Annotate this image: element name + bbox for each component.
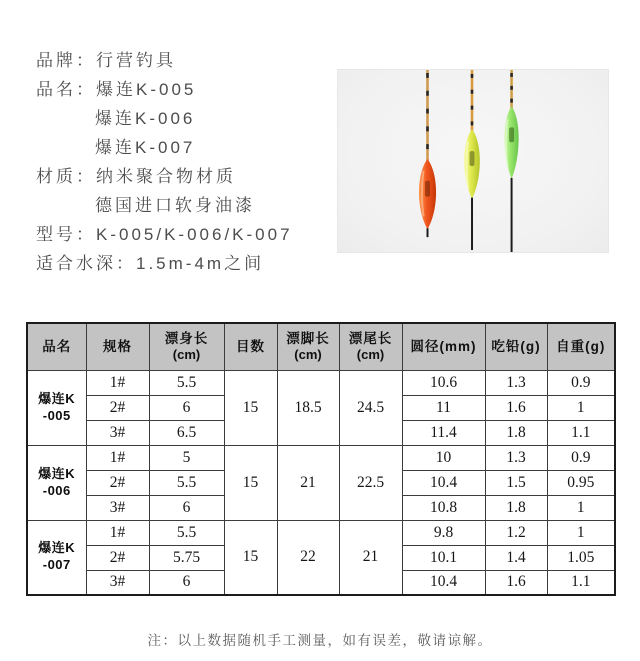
lead-cell: 1.8 [485, 420, 547, 445]
info-line-depth: 适合水深：1.5m-4m之间 [36, 254, 265, 273]
col-header-body-length: 漂身长 (cm) [149, 323, 224, 370]
col-header-mesh-count: 目数 [224, 323, 277, 370]
body-length-cell: 5.5 [149, 370, 224, 395]
lead-cell: 1.3 [485, 445, 547, 470]
weight-cell: 1.1 [547, 420, 615, 445]
diameter-cell: 10 [402, 445, 485, 470]
product-photo [337, 69, 609, 253]
diameter-cell: 10.6 [402, 370, 485, 395]
diameter-cell: 10.8 [402, 495, 485, 520]
info-line-product-2: 爆连K-006 [95, 109, 196, 128]
mesh-count-cell: 15 [224, 445, 277, 520]
body-length-cell: 6 [149, 570, 224, 595]
spec-cell: 1# [86, 445, 149, 470]
spec-table [26, 322, 616, 596]
mesh-count-cell: 15 [224, 520, 277, 595]
col-header-diameter: 圆径(mm) [402, 323, 485, 370]
body-length-cell: 5.5 [149, 520, 224, 545]
col-header-leg-length: 漂脚长 (cm) [277, 323, 339, 370]
spec-cell: 1# [86, 370, 149, 395]
weight-cell: 0.9 [547, 370, 615, 395]
diameter-cell: 10.4 [402, 570, 485, 595]
col-header-lead-weight: 吃铅(g) [485, 323, 547, 370]
green-float [505, 70, 519, 252]
info-line-product-3: 爆连K-007 [95, 138, 196, 157]
body-length-cell: 6.5 [149, 420, 224, 445]
tail-length-cell: 24.5 [339, 370, 402, 445]
product-info [36, 46, 293, 278]
orange-float [419, 70, 436, 237]
diameter-cell: 10.1 [402, 545, 485, 570]
spec-cell: 2# [86, 470, 149, 495]
weight-cell: 0.95 [547, 470, 615, 495]
tail-length-cell: 21 [339, 520, 402, 595]
col-header-product-name: 品名 [27, 323, 86, 370]
info-line-product-1: 品名：爆连K-005 [36, 80, 197, 99]
tail-length-cell: 22.5 [339, 445, 402, 520]
product-name-cell: 爆连K-007 [27, 520, 86, 595]
diameter-cell: 11.4 [402, 420, 485, 445]
info-line-material-2: 德国进口软身油漆 [95, 196, 255, 215]
product-name-cell: 爆连K-005 [27, 370, 86, 445]
body-length-cell: 5.75 [149, 545, 224, 570]
diameter-cell: 9.8 [402, 520, 485, 545]
weight-cell: 1 [547, 395, 615, 420]
lead-cell: 1.8 [485, 495, 547, 520]
info-line-brand: 品牌：行营钓具 [36, 51, 176, 70]
floats-illustration [338, 70, 608, 252]
spec-cell: 3# [86, 420, 149, 445]
spec-cell: 3# [86, 570, 149, 595]
lead-cell: 1.5 [485, 470, 547, 495]
leg-length-cell: 18.5 [277, 370, 339, 445]
lead-cell: 1.6 [485, 395, 547, 420]
diameter-cell: 10.4 [402, 470, 485, 495]
body-length-cell: 5 [149, 445, 224, 470]
weight-cell: 1 [547, 495, 615, 520]
weight-cell: 1 [547, 520, 615, 545]
spec-cell: 2# [86, 545, 149, 570]
body-length-cell: 6 [149, 395, 224, 420]
mesh-count-cell: 15 [224, 370, 277, 445]
table-row [27, 370, 615, 395]
leg-length-cell: 21 [277, 445, 339, 520]
spec-cell: 2# [86, 395, 149, 420]
info-line-model: 型号：K-005/K-006/K-007 [36, 225, 293, 244]
table-row [27, 520, 615, 545]
lead-cell: 1.2 [485, 520, 547, 545]
spec-cell: 1# [86, 520, 149, 545]
diameter-cell: 11 [402, 395, 485, 420]
lead-cell: 1.6 [485, 570, 547, 595]
info-line-material-1: 材质：纳米聚合物材质 [36, 167, 236, 186]
product-name-cell: 爆连K-006 [27, 445, 86, 520]
spec-cell: 3# [86, 495, 149, 520]
lead-cell: 1.3 [485, 370, 547, 395]
lead-cell: 1.4 [485, 545, 547, 570]
col-header-spec: 规格 [86, 323, 149, 370]
leg-length-cell: 22 [277, 520, 339, 595]
yellow-float [464, 70, 480, 250]
weight-cell: 0.9 [547, 445, 615, 470]
col-header-tail-length: 漂尾长 (cm) [339, 323, 402, 370]
weight-cell: 1.05 [547, 545, 615, 570]
weight-cell: 1.1 [547, 570, 615, 595]
table-header-row [27, 323, 615, 370]
body-length-cell: 6 [149, 495, 224, 520]
body-length-cell: 5.5 [149, 470, 224, 495]
col-header-self-weight: 自重(g) [547, 323, 615, 370]
table-row [27, 445, 615, 470]
footnote: 注：以上数据随机手工测量，如有误差，敬请谅解。 [147, 633, 493, 648]
